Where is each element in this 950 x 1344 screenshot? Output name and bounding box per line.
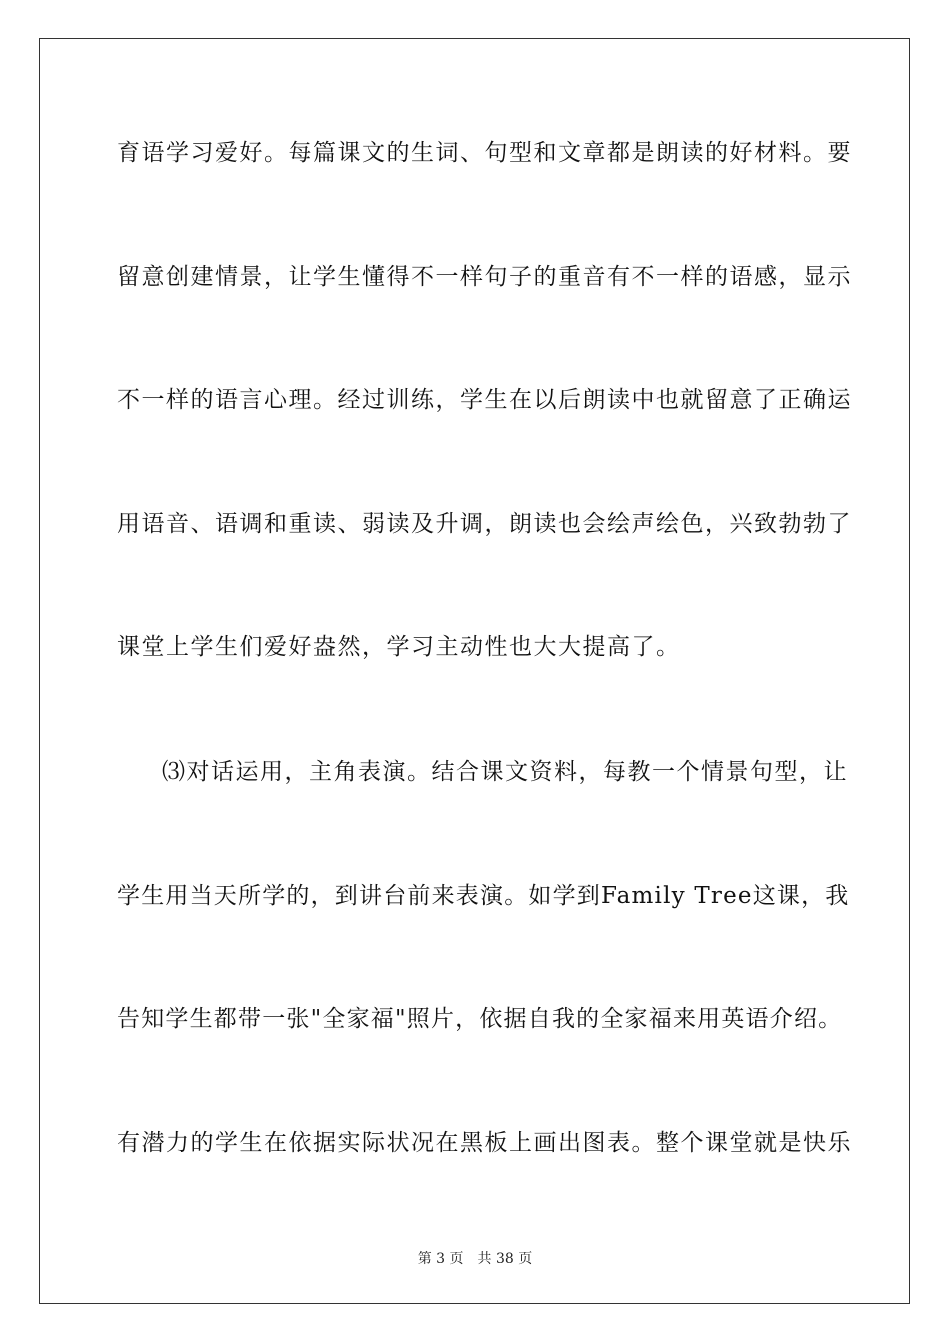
paragraph-line: 留意创建情景，让学生懂得不一样句子的重音有不一样的语感，显示 [117,264,852,290]
page-total: 共 38 页 [477,1251,533,1267]
paragraph-line: 不一样的语言心理。经过训练，学生在以后朗读中也就留意了正确运 [117,387,852,413]
paragraph-line: 育语学习爱好。每篇课文的生词、句型和文章都是朗读的好材料。要 [117,140,852,166]
paragraph-line: ⑶对话运用，主角表演。结合课文资料，每教一个情景句型，让 [162,759,848,785]
paragraph-line: 学生用当天所学的，到讲台前来表演。如学到Family Tree这课，我 [117,883,850,909]
paragraph-line: 告知学生都带一张"全家福"照片，依据自我的全家福来用英语介绍。 [117,1006,843,1032]
paragraph-line: 有潜力的学生在依据实际状况在黑板上画出图表。整个课堂就是快乐 [117,1130,852,1156]
page-border [39,38,910,1304]
paragraph-line: 用语音、语调和重读、弱读及升调，朗读也会绘声绘色，兴致勃勃了 [117,511,852,537]
paragraph-line: 课堂上学生们爱好盎然，学习主动性也大大提高了。 [117,634,681,660]
page-footer [0,1248,950,1268]
page-number: 第 3 页 [417,1251,464,1267]
